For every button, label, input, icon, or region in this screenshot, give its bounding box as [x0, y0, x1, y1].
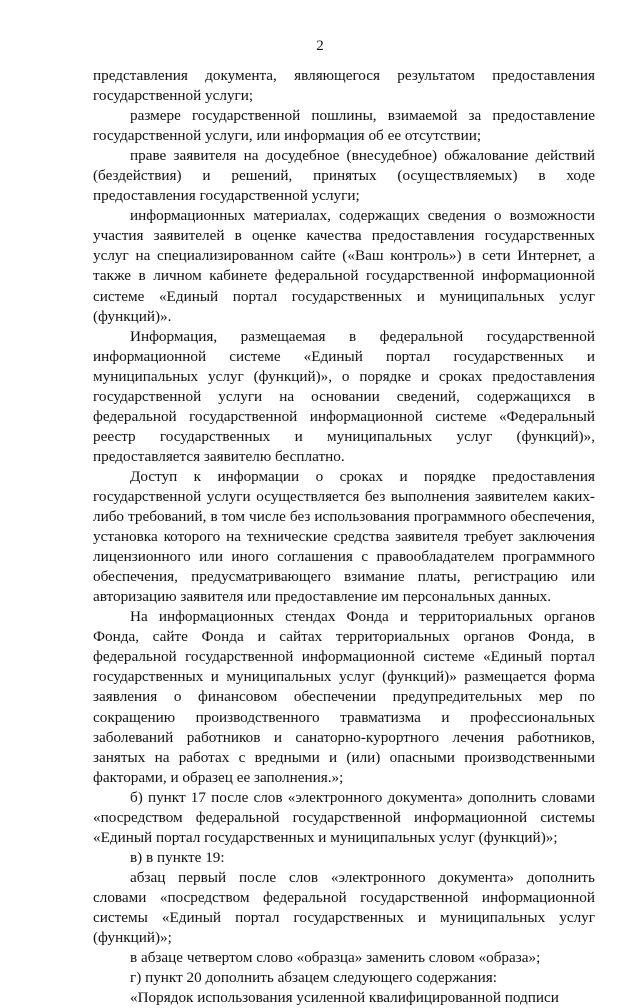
paragraph: в абзаце четвертом слово «образца» заменить словом «образа»; — [130, 949, 541, 967]
paragraph: Доступ к информации о сроках и порядке предоставления государственной услуги осуществляется без выполнения заявителем каких-либо требований, в том числе без использования программного обеспечения, установка которого на технические средства заявителя требует заключения лицензионного или иного соглашения с правообладателем программного обеспечения, предусматривающего взимание платы, регистрацию или авторизацию заявителя или предоставление им персональных данных. — [93, 467, 595, 606]
paragraph: б) пункт 17 после слов «электронного документа» дополнить словами «посредством федеральной государственной информационной системы «Единый портал государственных и муниципальных услуг (функций)»; — [93, 788, 595, 846]
page-number: 2 — [316, 38, 324, 54]
paragraph: абзац первый после слов «электронного документа» дополнить словами «посредством федеральной государственной информационной системы «Единый портал государственных и муниципальных услуг (функций)»; — [93, 868, 595, 947]
paragraph: г) пункт 20 дополнить абзацем следующего содержания: — [130, 969, 497, 987]
paragraph: «Порядок использования усиленной квалифицированной подписи — [130, 989, 559, 1007]
paragraph: Информация, размещаемая в федеральной государственной информационной системе «Единый портал государственных и муниципальных услуг (функций)», о порядке и сроках предоставления государственной услуги на основании сведений, содержащихся в федеральной государственной информационной системе «Федеральный реестр государственных и муниципальных услуг (функций)», предоставляется заявителю бесплатно. — [93, 327, 595, 465]
document-body — [93, 66, 595, 1008]
paragraph: размере государственной пошлины, взимаемой за предоставление государственной услуги, или информация об ее отсутствии; — [93, 107, 595, 145]
paragraph: На информационных стендах Фонда и территориальных органов Фонда, сайте Фонда и сайтах территориальных органов Фонда, в федеральной государственной информационной системе «Единый портал государственных и муниципальных услуг (функций)» размещается форма заявления о финансовом обеспечении предупредительных мер по сокращению производственного травматизма и профессиональных заболеваний работников и санаторно-курортного лечения работников, занятых на работах с вредными и (или) опасными производственными факторами, и образец ее заполнения.»; — [93, 608, 595, 786]
paragraph: праве заявителя на досудебное (внесудебное) обжалование действий (бездействия) и решений, принятых (осуществляемых) в ходе предоставления государственной услуги; — [93, 147, 595, 205]
paragraph: в) в пункте 19: — [130, 848, 225, 866]
paragraph: информационных материалах, содержащих сведения о возможности участия заявителей в оценке качества предоставления государственных услуг на специализированном сайте («Ваш контроль») в сети Интернет, а также в личном кабинете федеральной государственной информационной системе «Единый портал государственных и муниципальных услуг (функций)». — [93, 207, 595, 325]
paragraph: представления документа, являющегося результатом предоставления государственной услуги; — [93, 67, 595, 105]
